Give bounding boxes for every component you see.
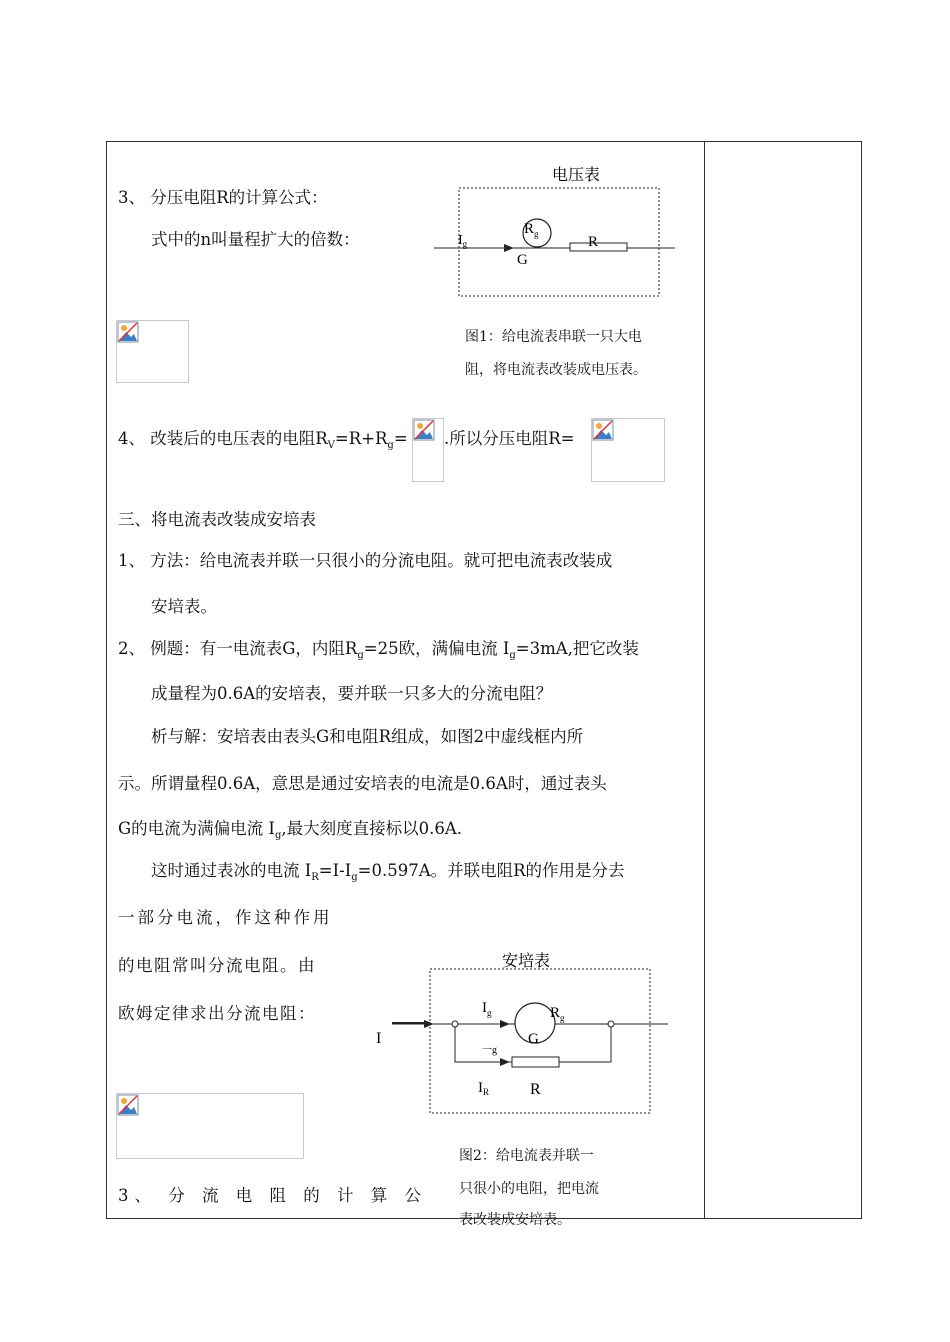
divider-resistor-label: .所以分压电阻R= xyxy=(444,429,575,448)
figure1-caption-line2: 阻，将电流表改装成电压表。 xyxy=(465,362,647,378)
figure2-arrow-ir xyxy=(500,1058,510,1066)
figure2-shunt-resistor xyxy=(512,1057,559,1067)
figure1-title: 电压表 xyxy=(552,167,601,184)
figure2-node-right xyxy=(608,1021,614,1027)
missing-formula-image xyxy=(591,418,665,482)
broken-image-icon xyxy=(413,419,435,441)
shunt-formula-heading: 3、 分 流 电 阻 的 计 算 公 xyxy=(118,1186,427,1205)
figure1-voltmeter-diagram xyxy=(430,160,700,305)
range-multiplier-note: 式中的n叫量程扩大的倍数： xyxy=(151,230,360,249)
figure2-caption-line1: 图2：给电流表并联一 xyxy=(459,1148,594,1164)
example-line2: 成量程为0.6A的安培表，要并联一只多大的分流电阻？ xyxy=(151,684,553,703)
figure2-label-i: I xyxy=(376,1030,382,1047)
voltmeter-resistance-line: 4、 改装后的电压表的电阻$R_V=R+R_g=$ xyxy=(118,429,408,451)
missing-formula-image xyxy=(412,418,444,482)
analysis-line1: 析与解：安培表由表头G和电阻R组成，如图2中虚线框内所 xyxy=(151,727,584,746)
figure2-arrow-ig xyxy=(500,1020,510,1028)
table-column-divider xyxy=(704,141,705,1219)
missing-formula-image xyxy=(116,1093,304,1159)
figure1-label-r: R xyxy=(588,234,599,250)
figure2-label-r: R xyxy=(530,1081,541,1098)
shunt-line2: 一部分电流，作这种作用 xyxy=(118,908,333,927)
figure2-caption-line2: 只很小的电阻，把电流 xyxy=(459,1181,599,1197)
analysis-line2: 示。所谓量程0.6A，意思是通过安培表的电流是0.6A时，通过表头 xyxy=(118,774,607,793)
method-line1: 1、 方法：给电流表并联一只很小的分流电阻。就可把电流表改装成 xyxy=(118,551,613,570)
figure2-label-g: G xyxy=(528,1031,539,1047)
figure2-label-rg: $R_g$ xyxy=(550,1005,565,1023)
figure1-label-ig: $I_g$ xyxy=(458,233,468,249)
figure2-label-ir: $I_R$ xyxy=(478,1080,490,1097)
figure1-label-rg: $R_g$ xyxy=(524,221,539,239)
figure2-title: 安培表 xyxy=(502,953,551,970)
ammeter-section-heading: 三、将电流表改装成安培表 xyxy=(118,510,316,529)
figure2-ammeter-diagram xyxy=(370,945,680,1120)
method-line2: 安培表。 xyxy=(151,597,217,616)
analysis-line3: G的电流为满偏电流 $I_g$,最大刻度直接标以0.6A. xyxy=(118,819,463,841)
figure2-label-ig: $I_g$ xyxy=(482,1000,492,1018)
voltmeter-formula-heading: 3、 分压电阻R的计算公式： xyxy=(118,188,328,207)
figure2-node-left xyxy=(452,1021,458,1027)
example-line1: 2、 例题：有一电流表G，内阻$R_g=25$欧，满偏电流 $I_g=3mA$,把它改装 xyxy=(118,639,639,661)
figure2-label-small-g: 一g xyxy=(482,1045,497,1056)
shunt-line4: 欧姆定律求出分流电阻： xyxy=(118,1004,316,1023)
figure1-arrow xyxy=(504,244,514,252)
figure1-resistor xyxy=(570,243,627,251)
figure2-caption-line3: 表改装成安培表。 xyxy=(459,1212,571,1228)
figure1-label-g: G xyxy=(517,252,528,268)
shunt-current-line: 这时通过表冰的电流 $I_R=I-I_g=0.597A$。并联电阻R的作用是分去 xyxy=(151,861,625,883)
missing-formula-image xyxy=(116,320,189,383)
broken-image-icon xyxy=(117,1094,139,1116)
broken-image-icon xyxy=(117,321,139,343)
broken-image-icon xyxy=(592,419,614,441)
figure1-caption-line1: 图1：给电流表串联一只大电 xyxy=(465,329,642,345)
shunt-line3: 的电阻常叫分流电阻。由 xyxy=(118,956,316,975)
figure1-dashed-box xyxy=(459,188,659,296)
